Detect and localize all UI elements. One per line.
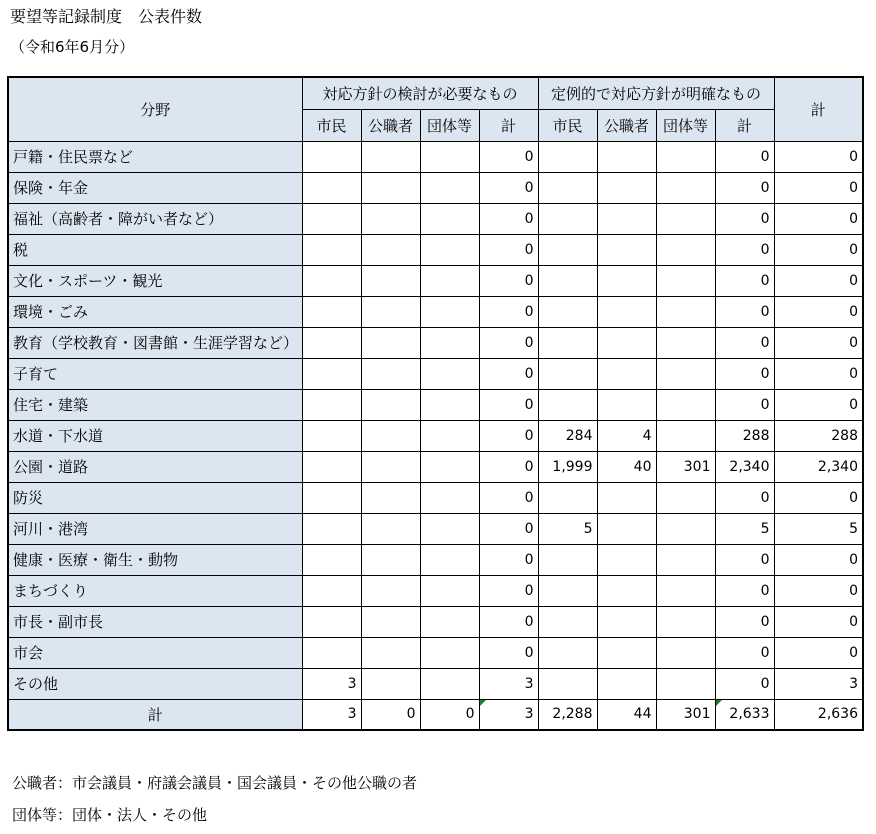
value-cell: 0 xyxy=(715,606,774,637)
value-cell xyxy=(420,575,479,606)
value-cell: 0 xyxy=(774,575,863,606)
category-label: 公園・道路 xyxy=(8,451,302,482)
value-cell: 0 xyxy=(774,265,863,296)
table-row xyxy=(8,513,863,544)
value-cell: 0 xyxy=(715,234,774,265)
category-label: その他 xyxy=(8,668,302,699)
table-row xyxy=(8,420,863,451)
value-cell: 0 xyxy=(479,234,538,265)
value-cell: 0 xyxy=(774,203,863,234)
value-cell: 288 xyxy=(774,420,863,451)
table-row xyxy=(8,358,863,389)
value-cell: 0 xyxy=(774,327,863,358)
value-cell xyxy=(361,606,420,637)
value-cell xyxy=(597,203,656,234)
value-cell xyxy=(656,544,715,575)
sub-header: 公職者 xyxy=(597,109,656,141)
value-cell: 0 xyxy=(774,141,863,172)
value-cell: 0 xyxy=(774,296,863,327)
value-cell: 0 xyxy=(479,327,538,358)
value-cell xyxy=(656,513,715,544)
value-cell xyxy=(420,172,479,203)
value-cell xyxy=(361,482,420,513)
value-cell xyxy=(302,575,361,606)
value-cell xyxy=(302,141,361,172)
category-label: 健康・医療・衛生・動物 xyxy=(8,544,302,575)
value-cell: 0 xyxy=(715,637,774,668)
value-cell xyxy=(420,544,479,575)
category-label: 戸籍・住民票など xyxy=(8,141,302,172)
value-cell: 0 xyxy=(420,699,479,730)
value-cell xyxy=(538,358,597,389)
sub-header: 市民 xyxy=(302,109,361,141)
value-cell xyxy=(656,420,715,451)
value-cell: 0 xyxy=(774,172,863,203)
field-header: 分野 xyxy=(8,77,302,141)
category-label: 河川・港湾 xyxy=(8,513,302,544)
value-cell xyxy=(538,606,597,637)
value-cell xyxy=(656,358,715,389)
value-cell xyxy=(597,389,656,420)
value-cell xyxy=(538,668,597,699)
value-cell xyxy=(361,575,420,606)
sub-header: 団体等 xyxy=(656,109,715,141)
table-row xyxy=(8,296,863,327)
value-cell xyxy=(361,668,420,699)
value-cell: 40 xyxy=(597,451,656,482)
value-cell: 0 xyxy=(715,668,774,699)
value-cell: 3 xyxy=(302,668,361,699)
value-cell: 0 xyxy=(774,389,863,420)
total-header: 計 xyxy=(774,77,863,141)
value-cell xyxy=(361,234,420,265)
value-cell xyxy=(656,141,715,172)
table-row xyxy=(8,606,863,637)
value-cell xyxy=(302,358,361,389)
sub-header: 市民 xyxy=(538,109,597,141)
value-cell: 0 xyxy=(479,203,538,234)
value-cell xyxy=(302,234,361,265)
value-cell: 0 xyxy=(774,234,863,265)
category-label: 水道・下水道 xyxy=(8,420,302,451)
value-cell: 284 xyxy=(538,420,597,451)
value-cell xyxy=(656,668,715,699)
value-cell xyxy=(597,513,656,544)
value-cell xyxy=(302,544,361,575)
value-cell: 3 xyxy=(302,699,361,730)
value-cell: 2,340 xyxy=(715,451,774,482)
value-cell xyxy=(420,141,479,172)
value-cell: 0 xyxy=(715,141,774,172)
value-cell: 0 xyxy=(479,265,538,296)
value-cell xyxy=(656,327,715,358)
value-cell: 2,340 xyxy=(774,451,863,482)
value-cell xyxy=(420,389,479,420)
value-cell xyxy=(538,637,597,668)
value-cell xyxy=(597,668,656,699)
value-cell xyxy=(656,389,715,420)
value-cell: 288 xyxy=(715,420,774,451)
category-label: まちづくり xyxy=(8,575,302,606)
category-label: 住宅・建築 xyxy=(8,389,302,420)
table-row xyxy=(8,389,863,420)
table-row xyxy=(8,203,863,234)
value-cell xyxy=(656,234,715,265)
category-label: 子育て xyxy=(8,358,302,389)
value-cell: 5 xyxy=(774,513,863,544)
value-cell xyxy=(597,358,656,389)
value-cell xyxy=(361,513,420,544)
sub-header: 団体等 xyxy=(420,109,479,141)
value-cell xyxy=(597,234,656,265)
table-row xyxy=(8,451,863,482)
value-cell xyxy=(302,296,361,327)
value-cell xyxy=(361,141,420,172)
value-cell xyxy=(420,451,479,482)
value-cell: 0 xyxy=(479,172,538,203)
value-cell xyxy=(420,203,479,234)
value-cell xyxy=(420,296,479,327)
value-cell xyxy=(597,296,656,327)
value-cell xyxy=(302,637,361,668)
table-row xyxy=(8,482,863,513)
note-group: 団体等：団体・法人・その他 xyxy=(12,806,208,824)
value-cell xyxy=(597,544,656,575)
value-cell xyxy=(656,637,715,668)
value-cell: 1,999 xyxy=(538,451,597,482)
value-cell xyxy=(302,606,361,637)
value-cell xyxy=(656,203,715,234)
value-cell: 0 xyxy=(774,482,863,513)
value-cell xyxy=(302,513,361,544)
value-cell xyxy=(420,482,479,513)
value-cell: 0 xyxy=(715,203,774,234)
table-row xyxy=(8,575,863,606)
value-cell xyxy=(361,420,420,451)
value-cell: 0 xyxy=(774,544,863,575)
value-cell xyxy=(361,544,420,575)
value-cell: 0 xyxy=(774,606,863,637)
table-row xyxy=(8,544,863,575)
value-cell: 0 xyxy=(479,389,538,420)
value-cell xyxy=(538,141,597,172)
value-cell: 0 xyxy=(479,482,538,513)
value-cell xyxy=(656,575,715,606)
table-row xyxy=(8,172,863,203)
table-row xyxy=(8,668,863,699)
value-cell xyxy=(420,637,479,668)
table-row xyxy=(8,234,863,265)
value-cell xyxy=(302,389,361,420)
value-cell xyxy=(597,172,656,203)
value-cell xyxy=(302,172,361,203)
value-cell: 0 xyxy=(479,420,538,451)
value-cell xyxy=(420,668,479,699)
value-cell xyxy=(538,234,597,265)
value-cell xyxy=(420,265,479,296)
value-cell xyxy=(597,606,656,637)
value-cell: 0 xyxy=(479,575,538,606)
group1-header: 対応方針の検討が必要なもの xyxy=(302,77,538,109)
group2-header: 定例的で対応方針が明確なもの xyxy=(538,77,774,109)
value-cell: 0 xyxy=(715,327,774,358)
value-cell: 0 xyxy=(715,358,774,389)
value-cell: 301 xyxy=(656,699,715,730)
value-cell: 3 xyxy=(774,668,863,699)
value-cell xyxy=(597,141,656,172)
table-body xyxy=(8,141,863,730)
value-cell xyxy=(538,575,597,606)
table-row xyxy=(8,141,863,172)
table-row xyxy=(8,327,863,358)
value-cell: 2,633 xyxy=(715,699,774,730)
value-cell: 0 xyxy=(479,358,538,389)
value-cell: 0 xyxy=(479,141,538,172)
category-label: 文化・スポーツ・観光 xyxy=(8,265,302,296)
value-cell xyxy=(361,172,420,203)
value-cell xyxy=(538,327,597,358)
value-cell xyxy=(361,389,420,420)
value-cell: 301 xyxy=(656,451,715,482)
page-subtitle: （令和6年6月分） xyxy=(10,38,135,56)
value-cell xyxy=(656,482,715,513)
value-cell: 5 xyxy=(715,513,774,544)
value-cell: 0 xyxy=(479,451,538,482)
value-cell xyxy=(538,544,597,575)
value-cell xyxy=(361,327,420,358)
value-cell xyxy=(538,203,597,234)
value-cell xyxy=(538,296,597,327)
category-label: 教育（学校教育・図書館・生涯学習など） xyxy=(8,327,302,358)
value-cell: 0 xyxy=(774,637,863,668)
value-cell: 44 xyxy=(597,699,656,730)
total-label: 計 xyxy=(8,699,302,730)
value-cell: 2,636 xyxy=(774,699,863,730)
value-cell: 4 xyxy=(597,420,656,451)
category-label: 環境・ごみ xyxy=(8,296,302,327)
value-cell xyxy=(538,265,597,296)
value-cell: 0 xyxy=(715,544,774,575)
value-cell: 0 xyxy=(715,296,774,327)
value-cell: 3 xyxy=(479,699,538,730)
value-cell xyxy=(420,606,479,637)
category-label: 市会 xyxy=(8,637,302,668)
value-cell xyxy=(361,203,420,234)
table-row xyxy=(8,265,863,296)
sub-header: 公職者 xyxy=(361,109,420,141)
value-cell xyxy=(302,327,361,358)
value-cell: 0 xyxy=(361,699,420,730)
value-cell xyxy=(597,575,656,606)
value-cell xyxy=(538,172,597,203)
value-cell xyxy=(302,203,361,234)
value-cell: 0 xyxy=(715,265,774,296)
sub-header: 計 xyxy=(715,109,774,141)
value-cell xyxy=(302,482,361,513)
value-cell xyxy=(597,482,656,513)
value-cell: 0 xyxy=(479,544,538,575)
value-cell: 0 xyxy=(479,513,538,544)
value-cell: 0 xyxy=(479,296,538,327)
value-cell xyxy=(420,513,479,544)
value-cell xyxy=(420,234,479,265)
value-cell xyxy=(656,606,715,637)
category-label: 防災 xyxy=(8,482,302,513)
value-cell xyxy=(361,358,420,389)
table-row xyxy=(8,637,863,668)
value-cell: 3 xyxy=(479,668,538,699)
value-cell: 0 xyxy=(774,358,863,389)
page-title: 要望等記録制度 公表件数 xyxy=(10,7,203,26)
value-cell: 0 xyxy=(479,637,538,668)
sub-header: 計 xyxy=(479,109,538,141)
value-cell xyxy=(656,172,715,203)
value-cell xyxy=(538,389,597,420)
value-cell xyxy=(597,265,656,296)
value-cell: 0 xyxy=(715,389,774,420)
value-cell: 0 xyxy=(715,482,774,513)
statistics-table xyxy=(7,76,864,731)
value-cell xyxy=(656,296,715,327)
value-cell xyxy=(420,420,479,451)
value-cell: 0 xyxy=(715,575,774,606)
value-cell xyxy=(361,637,420,668)
value-cell xyxy=(538,482,597,513)
value-cell xyxy=(597,637,656,668)
value-cell xyxy=(302,265,361,296)
value-cell xyxy=(420,358,479,389)
category-label: 福祉（高齢者・障がい者など） xyxy=(8,203,302,234)
value-cell xyxy=(302,420,361,451)
value-cell: 0 xyxy=(479,606,538,637)
category-label: 市長・副市長 xyxy=(8,606,302,637)
note-official: 公職者：市会議員・府議会議員・国会議員・その他公職の者 xyxy=(12,774,418,792)
value-cell: 5 xyxy=(538,513,597,544)
value-cell: 2,288 xyxy=(538,699,597,730)
value-cell: 0 xyxy=(715,172,774,203)
value-cell xyxy=(597,327,656,358)
category-label: 税 xyxy=(8,234,302,265)
value-cell xyxy=(656,265,715,296)
value-cell xyxy=(302,451,361,482)
category-label: 保険・年金 xyxy=(8,172,302,203)
total-row xyxy=(8,699,863,730)
value-cell xyxy=(361,265,420,296)
value-cell xyxy=(420,327,479,358)
value-cell xyxy=(361,451,420,482)
value-cell xyxy=(361,296,420,327)
